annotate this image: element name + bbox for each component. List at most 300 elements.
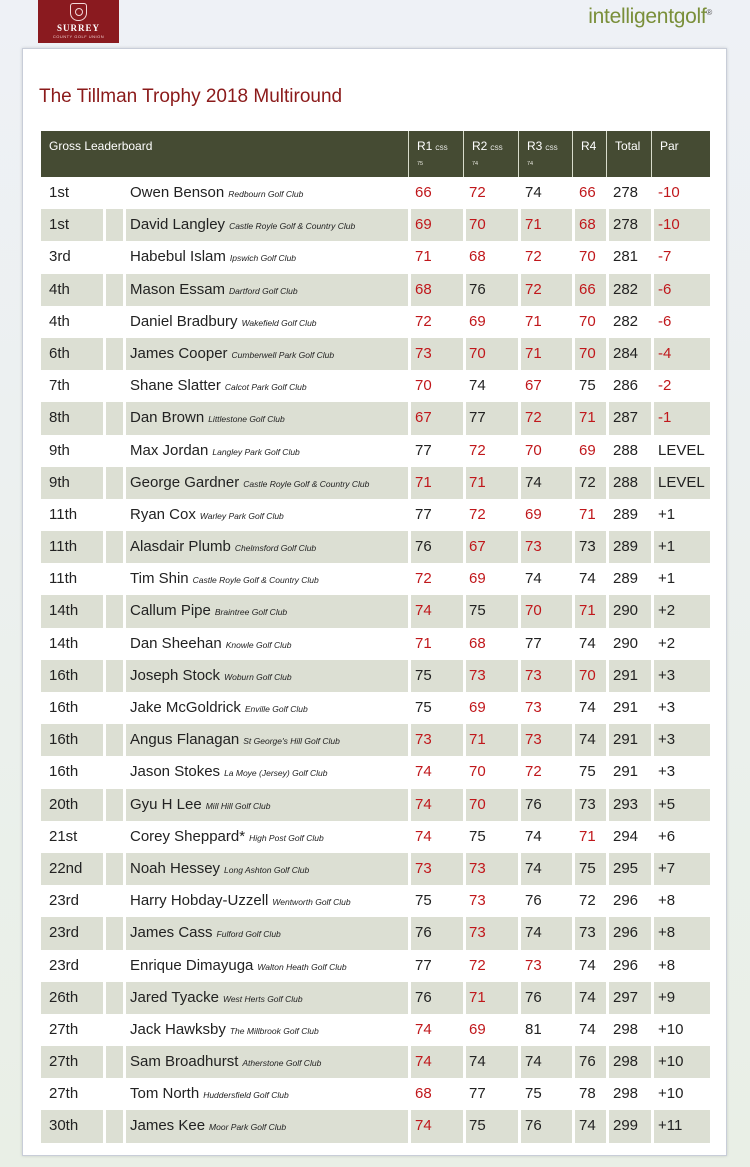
column-divider xyxy=(123,241,126,273)
column-divider xyxy=(103,241,106,273)
par-score: +8 xyxy=(658,956,676,974)
column-divider xyxy=(606,241,609,273)
column-divider xyxy=(606,950,609,982)
table-row[interactable] xyxy=(41,274,710,306)
column-divider xyxy=(103,499,106,531)
table-row[interactable] xyxy=(41,499,710,531)
club-name: Langley Park Golf Club xyxy=(212,446,300,457)
column-divider xyxy=(518,692,521,724)
r4-score: 70 xyxy=(579,344,596,362)
position-cell: 23rd xyxy=(49,892,80,910)
column-divider xyxy=(651,950,654,982)
table-row[interactable] xyxy=(41,1078,710,1110)
r1-score: 71 xyxy=(415,248,432,266)
player-cell[interactable] xyxy=(130,950,347,982)
player-cell[interactable] xyxy=(130,982,303,1014)
player-cell[interactable] xyxy=(130,628,291,660)
player-cell[interactable] xyxy=(130,274,298,306)
r1-score: 68 xyxy=(415,1085,432,1103)
par-score: +1 xyxy=(658,505,676,523)
column-divider xyxy=(518,306,521,338)
player-name[interactable]: Mason Essam xyxy=(130,280,226,298)
player-name[interactable]: Sam Broadhurst xyxy=(130,1053,239,1071)
player-cell[interactable] xyxy=(130,370,307,402)
column-divider xyxy=(123,756,126,788)
column-divider xyxy=(518,628,521,660)
par-score: +8 xyxy=(658,892,676,910)
player-name[interactable]: Tim Shin xyxy=(130,570,189,588)
club-name: Warley Park Golf Club xyxy=(199,510,284,521)
player-name[interactable]: Tom North xyxy=(130,1085,200,1103)
column-divider xyxy=(123,274,126,306)
column-divider xyxy=(103,563,106,595)
par-score: -4 xyxy=(658,344,672,362)
r2-score: 72 xyxy=(469,441,486,459)
r1-score: 73 xyxy=(415,344,432,362)
player-cell[interactable] xyxy=(130,595,287,627)
r2-score: 73 xyxy=(469,924,486,942)
table-row[interactable] xyxy=(41,241,710,273)
r2-score: 67 xyxy=(469,538,486,556)
player-name[interactable]: Jake McGoldrick xyxy=(130,699,241,716)
par-score: +10 xyxy=(658,1085,684,1103)
player-cell[interactable] xyxy=(130,885,351,917)
r3-score: 76 xyxy=(525,988,542,1006)
r2-score: 70 xyxy=(469,344,486,362)
par-score: +11 xyxy=(658,1117,683,1135)
r1-score: 77 xyxy=(415,956,432,974)
column-divider xyxy=(103,692,106,724)
column-divider xyxy=(518,789,521,821)
r1-score: 74 xyxy=(415,1053,432,1071)
club-name: High Post Golf Club xyxy=(249,832,324,843)
header-r2[interactable] xyxy=(463,131,518,177)
column-divider xyxy=(463,1078,466,1110)
table-row[interactable] xyxy=(41,724,710,756)
column-divider xyxy=(463,402,466,434)
column-divider xyxy=(572,467,575,499)
table-row[interactable] xyxy=(41,660,710,692)
player-cell[interactable] xyxy=(130,531,316,563)
column-divider xyxy=(408,531,411,563)
column-divider xyxy=(606,209,609,241)
header-r4[interactable]: R4 xyxy=(572,131,606,177)
column-divider xyxy=(103,467,106,499)
column-divider xyxy=(408,467,411,499)
column-divider xyxy=(463,499,466,531)
r3-score: 70 xyxy=(525,602,542,620)
table-row[interactable] xyxy=(41,917,710,949)
player-name[interactable]: Noah Hessey xyxy=(130,859,221,877)
r3-score: 71 xyxy=(525,216,542,234)
column-divider xyxy=(103,885,106,917)
column-divider xyxy=(606,531,609,563)
table-row[interactable] xyxy=(41,789,710,821)
column-divider xyxy=(123,853,126,885)
column-divider xyxy=(606,499,609,531)
r3-score: 74 xyxy=(525,827,542,845)
club-name: Woburn Golf Club xyxy=(224,671,292,682)
position-cell: 23rd xyxy=(49,924,80,942)
total-score: 282 xyxy=(613,312,639,330)
r1-score: 77 xyxy=(415,441,432,459)
par-score: +3 xyxy=(658,699,676,716)
top-bar xyxy=(0,0,750,48)
position-cell: 16th xyxy=(49,666,79,684)
header-r3-label: R3 xyxy=(527,139,543,153)
player-cell[interactable] xyxy=(130,853,309,885)
column-divider xyxy=(408,595,411,627)
r2-score: 70 xyxy=(469,795,486,813)
table-row[interactable] xyxy=(41,177,710,209)
position-cell: 21st xyxy=(49,827,78,845)
column-divider xyxy=(606,724,609,756)
r2-score: 71 xyxy=(469,473,486,491)
player-cell[interactable] xyxy=(130,1014,319,1046)
player-name[interactable]: Gyu H Lee xyxy=(130,795,202,813)
column-divider xyxy=(651,724,654,756)
column-divider xyxy=(103,628,106,660)
table-row[interactable] xyxy=(41,1110,710,1142)
total-score: 291 xyxy=(613,731,639,749)
total-score: 299 xyxy=(613,1117,639,1135)
column-divider xyxy=(123,370,126,402)
player-name[interactable]: James Cass xyxy=(130,924,213,942)
column-divider xyxy=(463,1014,466,1046)
r3-score: 69 xyxy=(525,505,542,523)
header-total[interactable]: Total xyxy=(606,131,651,177)
player-name[interactable]: James Cooper xyxy=(130,344,228,362)
table-row[interactable] xyxy=(41,467,710,499)
header-r1[interactable] xyxy=(408,131,463,177)
player-cell[interactable] xyxy=(130,756,328,788)
header-par[interactable]: Par xyxy=(651,131,710,177)
column-divider xyxy=(123,595,126,627)
header-r1-css-label: CSS xyxy=(435,146,448,152)
player-cell[interactable] xyxy=(130,402,285,434)
r3-score: 71 xyxy=(525,312,542,330)
club-name: Castle Royle Golf & Country Club xyxy=(243,478,370,489)
table-row[interactable] xyxy=(41,306,710,338)
player-cell[interactable] xyxy=(130,177,303,209)
table-row[interactable] xyxy=(41,853,710,885)
column-divider xyxy=(606,821,609,853)
column-divider xyxy=(572,370,575,402)
player-name[interactable]: James Kee xyxy=(130,1117,206,1135)
column-divider xyxy=(123,402,126,434)
player-name[interactable]: Daniel Bradbury xyxy=(130,312,238,330)
column-divider xyxy=(408,1014,411,1046)
column-divider xyxy=(103,756,106,788)
player-name[interactable]: Angus Flanagan xyxy=(130,731,240,749)
column-divider xyxy=(572,917,575,949)
column-divider xyxy=(123,531,126,563)
column-divider xyxy=(572,789,575,821)
player-name[interactable]: Alasdair Plumb xyxy=(130,538,231,556)
r2-score: 73 xyxy=(469,666,486,684)
table-row[interactable] xyxy=(41,628,710,660)
position-cell: 3rd xyxy=(49,248,71,266)
column-divider xyxy=(572,499,575,531)
r1-score: 74 xyxy=(415,795,432,813)
total-score: 282 xyxy=(613,280,639,298)
r1-score: 72 xyxy=(415,312,432,330)
par-score: LEVEL xyxy=(658,441,705,459)
player-cell[interactable] xyxy=(130,1078,289,1110)
column-divider xyxy=(606,917,609,949)
column-divider xyxy=(518,499,521,531)
column-divider xyxy=(651,435,654,467)
r4-score: 70 xyxy=(579,248,596,266)
club-name: Calcot Park Golf Club xyxy=(224,382,307,393)
column-divider xyxy=(408,499,411,531)
column-divider xyxy=(518,1046,521,1078)
column-divider xyxy=(103,177,106,209)
column-divider xyxy=(123,467,126,499)
column-divider xyxy=(651,209,654,241)
column-divider xyxy=(651,306,654,338)
table-row[interactable] xyxy=(41,338,710,370)
r1-score: 75 xyxy=(415,699,432,716)
club-name: La Moye (Jersey) Golf Club xyxy=(224,768,328,779)
column-divider xyxy=(572,660,575,692)
player-name[interactable]: Shane Slatter xyxy=(130,377,221,395)
player-name[interactable]: Owen Benson xyxy=(130,184,225,201)
table-row[interactable] xyxy=(41,563,710,595)
column-divider xyxy=(651,756,654,788)
column-divider xyxy=(123,789,126,821)
column-divider xyxy=(123,692,126,724)
column-divider xyxy=(651,563,654,595)
r2-score: 75 xyxy=(469,827,486,845)
club-name: Moor Park Golf Club xyxy=(209,1122,287,1133)
player-name[interactable]: Callum Pipe xyxy=(130,602,211,620)
par-score: -6 xyxy=(658,280,672,298)
column-divider xyxy=(408,821,411,853)
column-divider xyxy=(572,177,575,209)
column-divider xyxy=(651,338,654,370)
player-cell[interactable] xyxy=(130,1110,286,1142)
table-row[interactable] xyxy=(41,1014,710,1046)
column-divider xyxy=(463,660,466,692)
player-cell[interactable] xyxy=(130,917,281,949)
player-name[interactable]: Ryan Cox xyxy=(130,505,196,523)
r4-score: 73 xyxy=(579,924,596,942)
column-divider xyxy=(518,370,521,402)
player-cell[interactable] xyxy=(130,660,292,692)
r4-score: 75 xyxy=(579,859,596,877)
player-name[interactable]: Jared Tyacke xyxy=(130,988,219,1006)
column-divider xyxy=(408,789,411,821)
r2-score: 71 xyxy=(469,988,486,1006)
column-divider xyxy=(606,435,609,467)
column-divider xyxy=(572,756,575,788)
total-score: 288 xyxy=(613,473,639,491)
player-name[interactable]: Dan Brown xyxy=(130,409,205,427)
r2-score: 77 xyxy=(469,409,486,427)
total-score: 293 xyxy=(613,795,639,813)
player-name[interactable]: David Langley xyxy=(130,216,226,234)
r1-score: 76 xyxy=(415,924,432,942)
r4-score: 70 xyxy=(579,312,596,330)
table-row[interactable] xyxy=(41,531,710,563)
column-divider xyxy=(572,692,575,724)
total-score: 291 xyxy=(613,763,639,781)
player-cell[interactable] xyxy=(130,209,355,241)
column-divider xyxy=(463,435,466,467)
player-cell[interactable] xyxy=(130,435,300,467)
position-cell: 11th xyxy=(49,505,78,523)
column-divider xyxy=(606,1078,609,1110)
column-divider xyxy=(123,338,126,370)
column-divider xyxy=(103,982,106,1014)
player-cell[interactable] xyxy=(130,563,319,595)
r1-score: 76 xyxy=(415,538,432,556)
player-cell[interactable] xyxy=(130,338,334,370)
column-divider xyxy=(463,241,466,273)
position-cell: 1st xyxy=(49,216,70,234)
r1-score: 69 xyxy=(415,216,432,234)
column-divider xyxy=(463,209,466,241)
table-row[interactable] xyxy=(41,435,710,467)
column-divider xyxy=(572,1014,575,1046)
intelligentgolf-logo[interactable] xyxy=(588,5,712,29)
table-row[interactable] xyxy=(41,402,710,434)
par-score: +2 xyxy=(658,634,676,652)
column-divider xyxy=(651,531,654,563)
r2-score: 74 xyxy=(469,377,486,395)
header-board: Gross Leaderboard xyxy=(49,139,153,153)
r2-score: 68 xyxy=(469,248,486,266)
column-divider xyxy=(651,789,654,821)
position-cell: 6th xyxy=(49,344,70,362)
club-name: Castle Royle Golf & Country Club xyxy=(192,575,319,586)
column-divider xyxy=(123,660,126,692)
player-name[interactable]: Enrique Dimayuga xyxy=(130,956,254,974)
r4-score: 74 xyxy=(579,634,596,652)
position-cell: 23rd xyxy=(49,956,80,974)
par-score: LEVEL xyxy=(658,473,705,491)
player-name[interactable]: Jason Stokes xyxy=(130,763,221,781)
player-cell[interactable] xyxy=(130,467,369,499)
column-divider xyxy=(651,467,654,499)
header-r2-label: R2 xyxy=(472,139,488,153)
player-cell[interactable] xyxy=(130,306,317,338)
player-name[interactable]: George Gardner xyxy=(130,473,240,491)
position-cell: 27th xyxy=(49,1020,79,1038)
column-divider xyxy=(123,950,126,982)
r3-score: 72 xyxy=(525,248,542,266)
column-divider xyxy=(463,692,466,724)
column-divider xyxy=(572,1046,575,1078)
player-cell[interactable] xyxy=(130,1046,321,1078)
column-divider xyxy=(606,1046,609,1078)
column-divider xyxy=(408,660,411,692)
r3-score: 72 xyxy=(525,763,542,781)
club-name: Enville Golf Club xyxy=(244,704,308,714)
total-score: 298 xyxy=(613,1020,639,1038)
column-divider xyxy=(103,274,106,306)
r2-score: 70 xyxy=(469,763,486,781)
table-row[interactable] xyxy=(41,821,710,853)
column-divider xyxy=(651,660,654,692)
player-cell[interactable] xyxy=(130,241,296,273)
player-cell[interactable] xyxy=(130,789,270,821)
r4-score: 74 xyxy=(579,1020,596,1038)
column-divider xyxy=(103,370,106,402)
r2-score: 75 xyxy=(469,602,486,620)
column-divider xyxy=(651,628,654,660)
table-row[interactable] xyxy=(41,595,710,627)
column-divider xyxy=(518,531,521,563)
column-divider xyxy=(518,1078,521,1110)
position-cell: 14th xyxy=(49,602,79,620)
column-divider xyxy=(606,628,609,660)
r4-score: 69 xyxy=(579,441,596,459)
column-divider xyxy=(103,531,106,563)
player-name[interactable]: Max Jordan xyxy=(130,441,209,459)
column-divider xyxy=(463,982,466,1014)
r4-score: 71 xyxy=(579,602,596,620)
position-cell: 30th xyxy=(49,1117,79,1135)
table-row[interactable] xyxy=(41,209,710,241)
table-row[interactable] xyxy=(41,885,710,917)
column-divider xyxy=(103,209,106,241)
total-score: 291 xyxy=(613,666,639,684)
r3-score: 67 xyxy=(525,377,542,395)
column-divider xyxy=(518,177,521,209)
surrey-logo[interactable] xyxy=(38,0,119,43)
player-name[interactable]: Habebul Islam xyxy=(130,248,226,266)
player-cell[interactable] xyxy=(130,724,340,756)
table-row[interactable] xyxy=(41,756,710,788)
r3-score: 74 xyxy=(525,924,542,942)
player-name[interactable]: Jack Hawksby xyxy=(130,1020,226,1038)
header-r2-css-value: 74 xyxy=(472,161,479,167)
table-row[interactable] xyxy=(41,950,710,982)
r1-score: 74 xyxy=(415,1020,432,1038)
player-name[interactable]: Joseph Stock xyxy=(130,666,221,684)
table-row[interactable] xyxy=(41,370,710,402)
table-row[interactable] xyxy=(41,982,710,1014)
player-cell[interactable] xyxy=(130,499,284,531)
column-divider xyxy=(518,1014,521,1046)
player-name[interactable]: Dan Sheehan xyxy=(130,634,222,652)
table-row[interactable] xyxy=(41,1046,710,1078)
position-cell: 7th xyxy=(49,377,70,395)
leaderboard-header xyxy=(41,131,710,177)
header-r3[interactable] xyxy=(518,131,572,177)
par-score: -10 xyxy=(658,216,680,234)
player-cell[interactable] xyxy=(130,821,324,853)
table-row[interactable] xyxy=(41,692,710,724)
column-divider xyxy=(408,692,411,724)
total-score: 289 xyxy=(613,538,639,556)
column-divider xyxy=(123,435,126,467)
player-name[interactable]: Harry Hobday-Uzzell xyxy=(130,892,269,910)
column-divider xyxy=(651,853,654,885)
player-name[interactable]: Corey Sheppard* xyxy=(130,827,246,845)
column-divider xyxy=(651,885,654,917)
column-divider xyxy=(103,1014,106,1046)
r3-score: 76 xyxy=(525,892,542,910)
total-score: 289 xyxy=(613,505,639,523)
column-divider xyxy=(408,1078,411,1110)
column-divider xyxy=(651,177,654,209)
player-cell[interactable] xyxy=(130,692,308,724)
par-score: -10 xyxy=(658,184,680,201)
column-divider xyxy=(123,821,126,853)
